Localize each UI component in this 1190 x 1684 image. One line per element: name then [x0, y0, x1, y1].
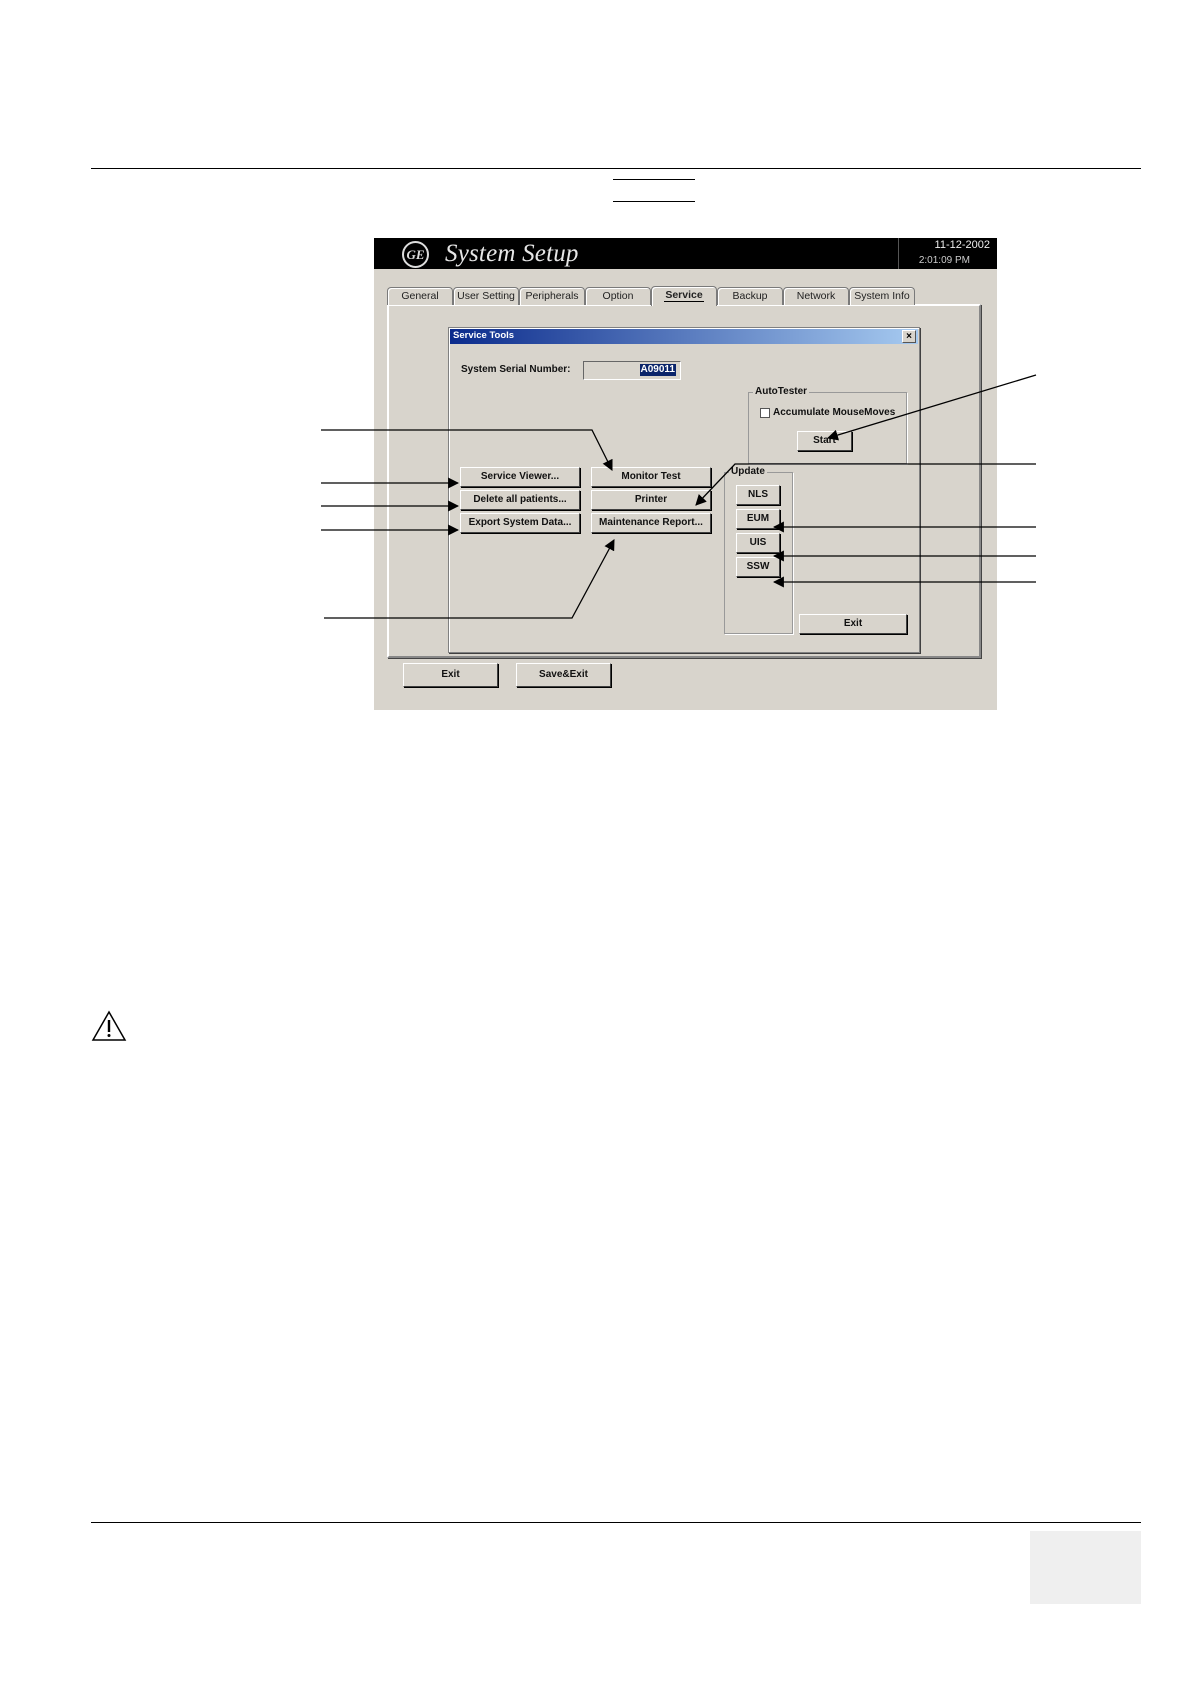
service-viewer-button[interactable]: Service Viewer...	[460, 467, 580, 487]
export-system-data-button[interactable]: Export System Data...	[460, 513, 580, 533]
autotester-title: AutoTester	[755, 386, 808, 397]
tab-general[interactable]: General	[387, 287, 453, 305]
serial-number-label: System Serial Number:	[461, 364, 571, 375]
warning-triangle-icon	[91, 1010, 127, 1042]
tab-peripherals[interactable]: Peripherals	[519, 287, 585, 305]
page-number-box	[1030, 1531, 1141, 1604]
serial-number-value: A09011	[640, 364, 675, 375]
tab-option[interactable]: Option	[585, 287, 651, 305]
tab-service[interactable]	[651, 286, 717, 306]
save-exit-button[interactable]: Save&Exit	[516, 663, 611, 687]
tab-system-info[interactable]: System Info	[849, 287, 915, 305]
accumulate-mousemoves-label: Accumulate MouseMoves	[773, 407, 896, 418]
delete-all-patients-button[interactable]: Delete all patients...	[460, 490, 580, 510]
dialog-title: Service Tools	[453, 330, 515, 341]
time-display: 2:01:09 PM	[918, 255, 970, 266]
app-title: System Setup	[445, 240, 579, 267]
tab-service-label: Service	[665, 289, 703, 301]
tab-network[interactable]: Network	[783, 287, 849, 305]
update-eum-button[interactable]: EUM	[736, 509, 780, 529]
update-ssw-button[interactable]: SSW	[736, 557, 780, 577]
callout-maintenance-report	[324, 540, 614, 618]
update-title: Update	[731, 466, 765, 477]
maintenance-report-button[interactable]: Maintenance Report...	[591, 513, 711, 533]
monitor-test-button[interactable]: Monitor Test	[591, 467, 711, 487]
tab-backup[interactable]: Backup	[717, 287, 783, 305]
callout-monitor-test	[321, 430, 612, 470]
update-nls-button[interactable]: NLS	[736, 485, 780, 505]
dialog-exit-button[interactable]: Exit	[799, 614, 907, 634]
tab-user-setting[interactable]: User Setting	[453, 287, 519, 305]
start-button[interactable]: Start	[797, 431, 852, 451]
update-uis-button[interactable]: UIS	[736, 533, 780, 553]
close-icon[interactable]: ×	[902, 330, 916, 343]
ge-logo-icon: GE	[402, 241, 429, 268]
date-display: 11-12-2002	[934, 239, 990, 251]
exit-button[interactable]: Exit	[403, 663, 498, 687]
callout-start	[828, 375, 1036, 438]
printer-button[interactable]: Printer	[591, 490, 711, 510]
callout-printer	[696, 464, 1036, 505]
